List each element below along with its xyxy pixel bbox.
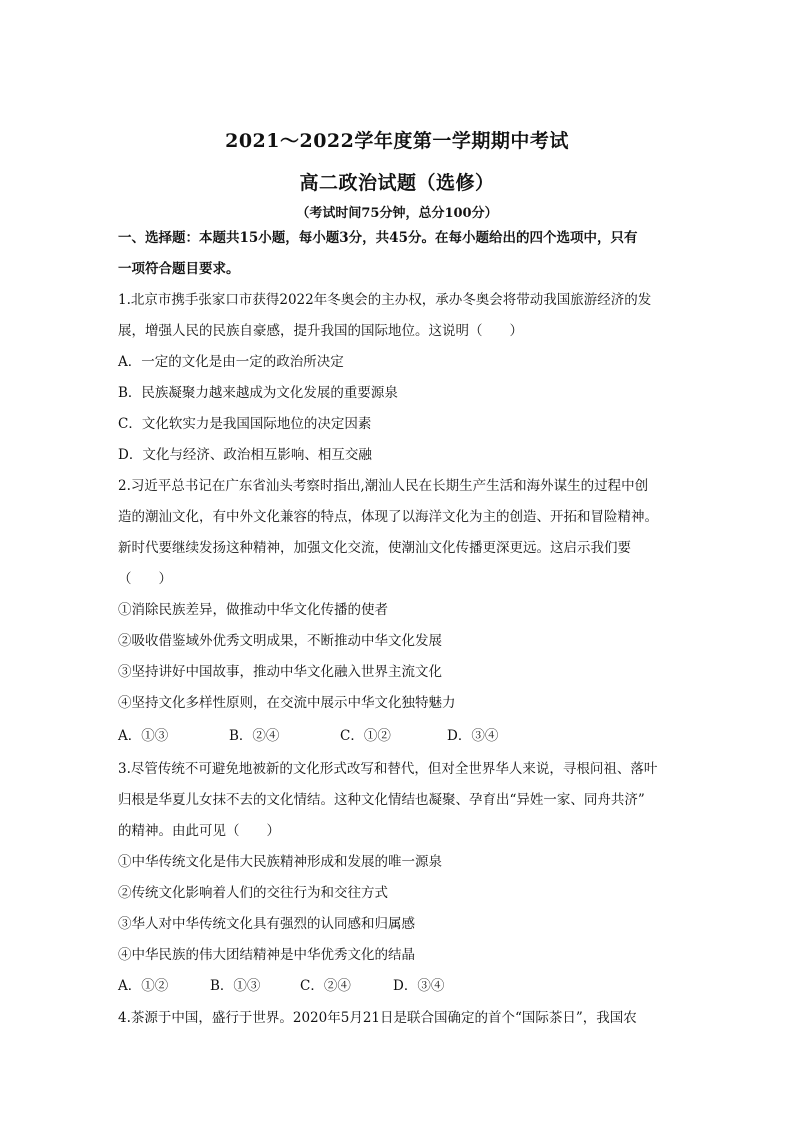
q3-statement-2: ②传统文化影响着人们的交往行为和交往方式: [118, 885, 388, 901]
q2-options: [118, 726, 688, 746]
q2-statement-2: ②吸收借鉴域外优秀文明成果，不断推动中华文化发展: [118, 633, 442, 649]
q3-statement-4: ④中华民族的伟大团结精神是中华优秀文化的结晶: [118, 947, 415, 963]
q2-statement-1: ①消除民族差异，做推动中华文化传播的使者: [118, 602, 388, 618]
q1-option-c: C．文化软实力是我国国际地位的决定因素: [118, 416, 372, 432]
q1-option-b: B．民族凝聚力越来越成为文化发展的重要源泉: [118, 385, 398, 401]
q3-statement-1: ①中华传统文化是伟大民族精神形成和发展的唯一源泉: [118, 854, 442, 870]
q2-option-a: A．①③: [118, 728, 169, 744]
section-heading-line1: 一、选择题：本题共15小题，每小题3分，共45分。在每小题给出的四个选项中，只有: [118, 230, 638, 246]
exam-title: 2021～2022学年度第一学期期中考试: [225, 130, 569, 152]
q3-stem-line3: 的精神。由此可见（ ）: [118, 823, 280, 839]
q2-stem-line3: 新时代要继续发扬这种精神，加强文化交流，使潮汕文化传播更深更远。这启示我们要: [118, 540, 631, 556]
q3-option-a: A．①②: [118, 978, 169, 994]
exam-info: （考试时间75分钟，总分100分）: [296, 206, 498, 221]
q1-stem-line2: 展，增强人民的民族自豪感，提升我国的国际地位。这说明（ ）: [118, 323, 523, 339]
q1-option-d: D．文化与经济、政治相互影响、相互交融: [118, 447, 372, 463]
q3-options: [118, 976, 688, 996]
q3-option-d: D．③④: [393, 978, 445, 994]
section-heading-line2: 一项符合题目要求。: [118, 261, 240, 277]
q2-statement-4: ④坚持文化多样性原则，在交流中展示中华文化独特魅力: [118, 695, 456, 711]
q4-stem-line1: 4.茶源于中国，盛行于世界。2020年5月21日是联合国确定的首个“国际茶日”，我国农: [118, 1010, 637, 1026]
q1-option-a: A．一定的文化是由一定的政治所决定: [118, 354, 344, 370]
q2-option-d: D．③④: [447, 728, 499, 744]
q2-statement-3: ③坚持讲好中国故事，推动中华文化融入世界主流文化: [118, 664, 442, 680]
q3-stem-line1: 3.尽管传统不可避免地被新的文化形式改写和替代，但对全世界华人来说，寻根问祖、落叶: [118, 761, 658, 777]
q2-stem-line4: （ ）: [118, 571, 172, 587]
q3-stem-line2: 归根是华夏儿女抹不去的文化情结。这种文化情结也凝聚、孕育出“异姓一家、同舟共济”: [118, 792, 645, 808]
q2-stem-line2: 造的潮汕文化，有中外文化兼容的特点，体现了以海洋文化为主的创造、开拓和冒险精神。: [118, 509, 658, 525]
q2-option-b: B．②④: [229, 728, 280, 744]
q3-option-c: C．②④: [300, 978, 351, 994]
exam-subtitle: 高二政治试题（选修）: [299, 172, 495, 194]
q1-stem-line1: 1.北京市携手张家口市获得2022年冬奥会的主办权，承办冬奥会将带动我国旅游经济的发: [118, 292, 652, 308]
q3-option-b: B．①③: [210, 978, 261, 994]
q3-statement-3: ③华人对中华传统文化具有强烈的认同感和归属感: [118, 916, 415, 932]
q2-stem-line1: 2.习近平总书记在广东省汕头考察时指出,潮汕人民在长期生产生活和海外谋生的过程中创: [118, 478, 649, 494]
q2-option-c: C．①②: [340, 728, 391, 744]
